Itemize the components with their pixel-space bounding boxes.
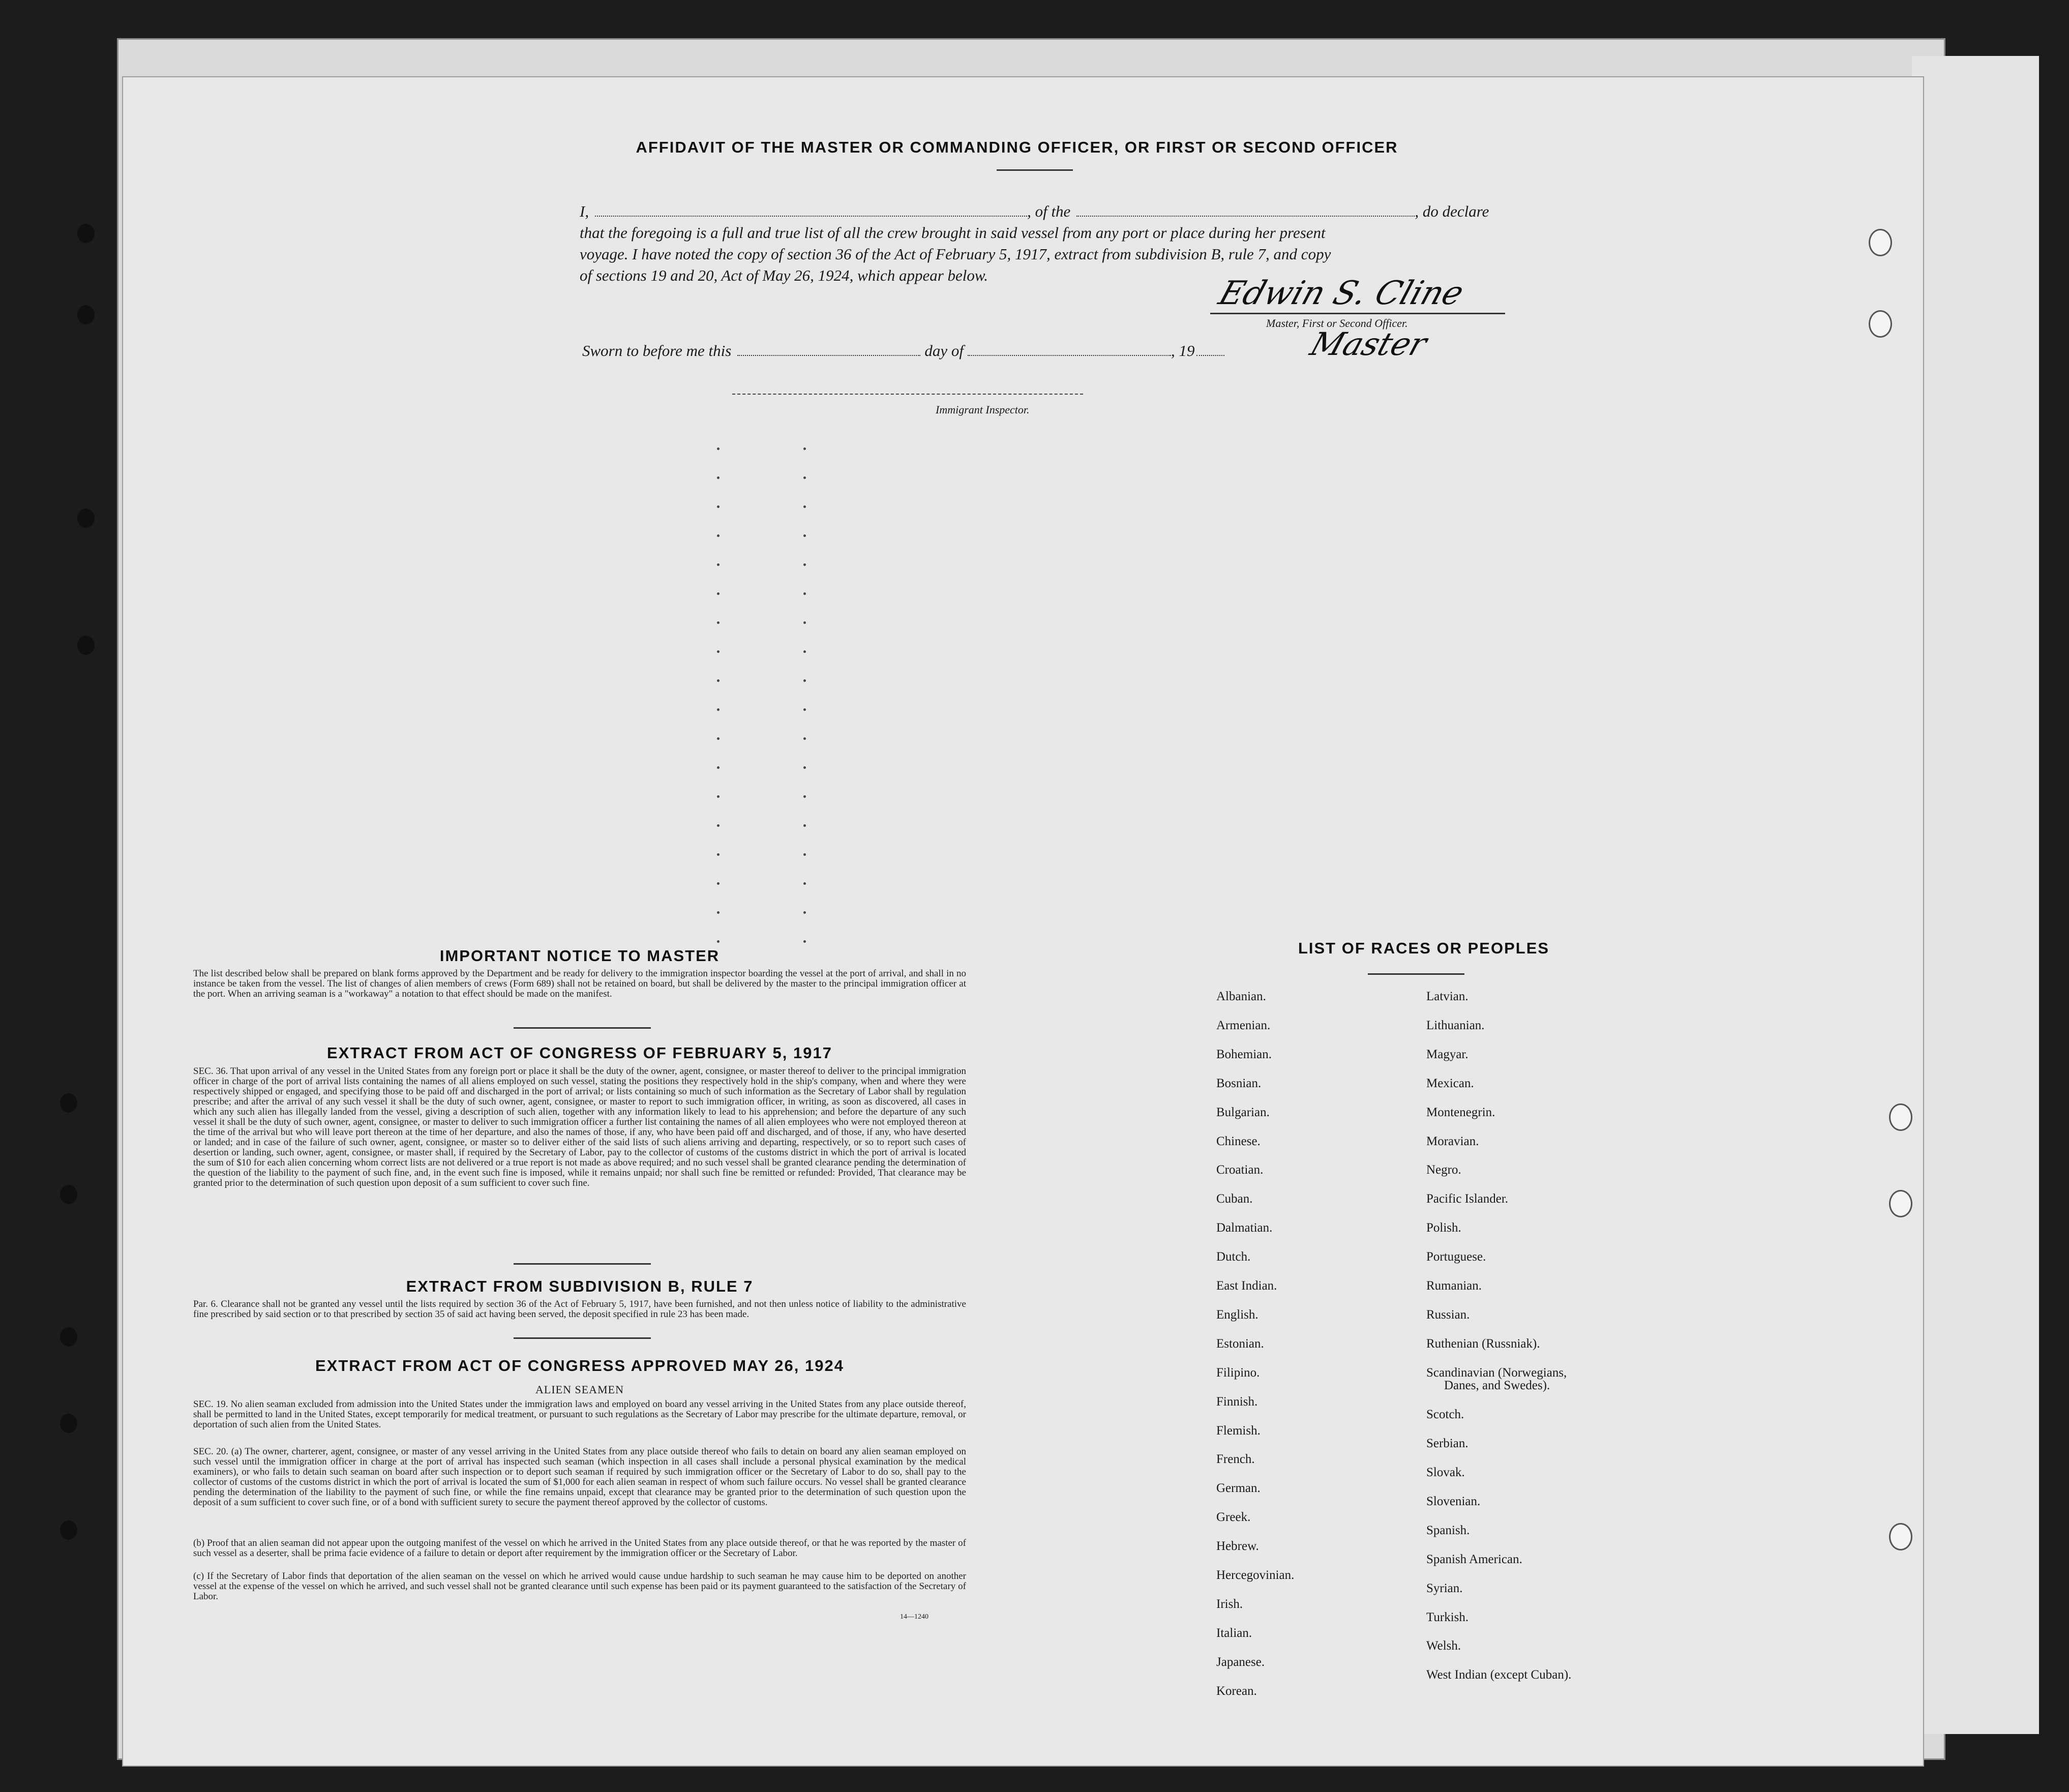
race-item: Scandinavian (Norwegians, [1426,1365,1567,1380]
faint-dot [803,882,806,885]
punch-hole [60,1414,77,1433]
sworn-year-prefix: , 19 [1171,342,1195,360]
faint-dot [717,824,719,827]
race-item: Welsh. [1426,1639,1461,1653]
punch-hole [1889,1523,1912,1550]
signature-line [1210,313,1505,314]
race-item: Chinese. [1216,1134,1261,1148]
faint-dot [803,824,806,827]
faint-dot [717,766,719,769]
faint-dot [803,592,806,595]
race-item: Pacific Islander. [1426,1192,1509,1206]
race-item: Syrian. [1426,1581,1463,1595]
race-item: Spanish. [1426,1523,1470,1537]
faint-dot [717,621,719,624]
sworn-month-field[interactable] [968,355,1171,356]
sworn-line [582,342,1224,360]
race-item: West Indian (except Cuban). [1426,1668,1572,1682]
race-item: Dutch. [1216,1250,1251,1264]
race-item: Serbian. [1426,1437,1468,1451]
rule7-body: Par. 6. Clearance shall not be granted any vessel until the lists required by section 36 of the Act of February 5, 1917, have been furnished, and not then unless notice of liability to the administrative fine prescribed by said section or to that prescribed by section 35 of said act having been served, the deposit specified in rule 23 has been made. [193,1299,966,1320]
divider [514,1263,651,1265]
faint-dot [803,650,806,653]
race-item: Italian. [1216,1626,1252,1640]
master-handwritten: Master [1306,325,1432,363]
faint-dot [717,853,719,856]
race-item: German. [1216,1481,1261,1496]
divider [514,1337,651,1339]
faint-dot [717,447,719,450]
affidavit-line3: voyage. I have noted the copy of section 36 of the Act of February 5, 1917, extract from subdivision B, rule 7, and copy [580,245,1331,263]
race-item: Bosnian. [1216,1076,1262,1090]
race-item: Bohemian. [1216,1047,1272,1061]
extract-1924-sec20b: (b) Proof that an alien seaman did not appear upon the outgoing manifest of the vessel on which he arrived in the United States from any place outside thereof, or that he was reported by the master of such vessel as a deserter, shall be prima facie evidence of a failure to detain or deport after requirement by the immigration officer or the Secretary of Labor. [193,1538,966,1559]
form-number: 14—1240 [900,1613,928,1621]
notice-body: The list described below shall be prepared on blank forms approved by the Department and be ready for delivery to the immigration inspector boarding the vessel at the port of arrival, and shall in no instance be taken from the vessel. The list of changes of alien members of crews (Form 689) shall not be retained on board, but shall be delivered by the master to the principal immigration officer at the port. When an arriving seaman is a "workaway" a notation to that effect should be made on the manifest. [193,968,966,999]
faint-dot [803,447,806,450]
faint-dot [803,476,806,479]
faint-dot [717,679,719,682]
race-item: Scotch. [1426,1408,1464,1422]
race-item: Rumanian. [1426,1279,1482,1293]
punch-hole [1889,1190,1912,1217]
punch-hole [77,224,95,243]
master-signature: Edwin S. Cline [1214,275,1468,312]
race-item: Armenian. [1216,1018,1271,1032]
faint-dot [803,795,806,798]
race-item-continued: Danes, and Swedes). [1444,1379,1550,1393]
faint-dot [803,853,806,856]
faint-dot [803,911,806,914]
race-item: Filipino. [1216,1365,1260,1380]
punch-hole [1869,310,1892,338]
faint-dot [717,911,719,914]
race-item: Cuban. [1216,1192,1253,1206]
race-item: Mexican. [1426,1076,1474,1090]
race-item: Irish. [1216,1597,1243,1611]
affidavit-line4: of sections 19 and 20, Act of May 26, 1924, which appear below. [580,266,988,284]
extract-1917-body: SEC. 36. That upon arrival of any vessel in the United States from any foreign port or place it shall be the duty of the owner, agent, consignee, or master thereof to deliver to the principal immigration officer in charge of the port of arrival lists containing the names of all aliens employed on such vessel, stating the positions they respectively hold in the ship's company, when and where they were respectively shipped or engaged, and specifying those to be paid off and discharged in the port of arrival; or lists containing so much of such information as the Secretary of Labor shall by regulation prescribe; and after the arrival of any such vessel it shall be the duty of such owner, agent, consignee, or master to report to such immigration officer, in writing, as soon as discovered, all cases in which any such alien has illegally landed from the vessel, giving a description of such alien, together with any information likely to lead to his apprehension; and before the departure of any such vessel it shall be the duty of such owner, agent, consignee, or master to deliver to such immigration officer a further list containing the names of all alien employees who were not employed thereon at the time of the arrival but who will leave port thereon at the time of her departure, and also the names of those, if any, who have been paid off and discharged, and of those, if any, who have deserted or landed; and in case of the failure of such owner, agent, consignee, or master so to deliver either of the said lists of such aliens arriving and departing, respectively, or so to report such cases of desertion or landing, such owner, agent, consignee, or master shall, if required by the Secretary of Labor, pay to the collector of customs of the customs district in which the port of arrival is located the sum of $10 for each alien concerning whom correct lists are not delivered or a true report is not made as above required; and no such vessel shall be granted clearance pending the determination of the question of the liability to the payment of such fine, and, in the event such fine is imposed, while it remains unpaid; nor shall such fine be remitted or refunded: Provided, That clearance may be granted prior to the determination of such question upon deposit of a sum sufficient to cover such fine. [193,1066,966,1188]
race-item: Japanese. [1216,1655,1265,1669]
affidavit-line1-start: I, [580,202,589,220]
affidavit-text [580,201,1531,286]
inspector-signature-line [732,394,1083,396]
extract-1924-title: EXTRACT FROM ACT OF CONGRESS APPROVED MAY 26, 1924 [315,1357,844,1375]
faint-dot [717,940,719,943]
faint-dot [717,534,719,537]
punch-hole [1889,1103,1912,1131]
race-item: Latvian. [1426,990,1468,1003]
extract-1924-sec20c: (c) If the Secretary of Labor finds that deportation of the alien seaman on the vessel on which he arrived would cause undue hardship to such seaman he may cause him to be deported on another vessel at the expense of the vessel on which he arrived, and such vessel shall not be granted clearance until such expense has been paid or its payment guaranteed to the satisfaction of the Secretary of Labor. [193,1571,966,1602]
faint-dot [717,563,719,566]
race-item: Korean. [1216,1684,1257,1698]
punch-hole [77,636,95,655]
punch-hole [60,1093,77,1113]
race-item: English. [1216,1307,1258,1322]
faint-dot [717,708,719,711]
race-item: Slovenian. [1426,1494,1481,1508]
race-item: Croatian. [1216,1163,1264,1177]
punch-hole [1869,229,1892,256]
faint-dot [803,621,806,624]
punch-hole [60,1520,77,1540]
race-item: Slovak. [1426,1466,1465,1479]
race-item: Greek. [1216,1510,1251,1525]
race-item: Albanian. [1216,990,1266,1003]
faint-dot [717,737,719,740]
sworn-year-field[interactable] [1196,355,1224,356]
race-item: Negro. [1426,1163,1461,1177]
faint-dot [803,679,806,682]
race-item: Ruthenian (Russniak). [1426,1336,1540,1351]
faint-dot [717,476,719,479]
name-field[interactable] [595,216,1027,217]
race-item: Magyar. [1426,1047,1468,1061]
extract-1917-title: EXTRACT FROM ACT OF CONGRESS OF FEBRUARY 5, 1917 [327,1044,832,1062]
punch-hole [77,305,95,324]
race-item: Hercegovinian. [1216,1568,1295,1582]
faint-dot [717,650,719,653]
race-item: Bulgarian. [1216,1105,1270,1119]
sworn-text: Sworn to before me this [582,342,732,360]
divider [1368,973,1464,975]
divider [997,169,1073,171]
races-title: LIST OF RACES OR PEOPLES [1298,939,1550,957]
faint-dot [717,505,719,508]
race-item: East Indian. [1216,1279,1277,1293]
sworn-day-of: day of [924,342,964,360]
signer-caption: Master, First or Second Officer. [1266,317,1408,330]
manifest-page [122,76,1924,1767]
faint-dot [803,708,806,711]
race-item: Estonian. [1216,1336,1264,1351]
faint-dot [803,563,806,566]
punch-hole [60,1185,77,1204]
race-item: Finnish. [1216,1394,1258,1409]
faint-dot [717,882,719,885]
faint-dot [803,737,806,740]
faint-dot [803,505,806,508]
punch-hole [60,1327,77,1347]
divider [514,1027,651,1029]
race-item: Turkish. [1426,1610,1469,1624]
notice-title: IMPORTANT NOTICE TO MASTER [439,947,720,965]
faint-dot [803,766,806,769]
faint-dot [803,534,806,537]
alien-seamen-subtitle: ALIEN SEAMEN [535,1383,624,1396]
affidavit-title: AFFIDAVIT OF THE MASTER OR COMMANDING OFFICER, OR FIRST OR SECOND OFFICER [636,138,1398,156]
race-item: Portuguese. [1426,1250,1486,1264]
race-item: Montenegrin. [1426,1105,1495,1119]
race-item: Spanish American. [1426,1552,1522,1566]
extract-1924-sec19: SEC. 19. No alien seaman excluded from admission into the United States under the immigration laws and employed on board any vessel arriving in the United States from any place outside thereof, shall be permitted to land in the United States, except temporarily for medical treatment, or pursuant to such regulations as the Secretary of Labor may prescribe for the ultimate departure, removal, or deportation of such alien from the United States. [193,1399,966,1430]
affidavit-line2: that the foregoing is a full and true list of all the crew brought in said vessel from any port or place during her present [580,224,1326,242]
race-item: Lithuanian. [1426,1018,1485,1032]
back-sheet-edge [1912,56,2039,1734]
inspector-caption: Immigrant Inspector. [936,403,1030,416]
race-item: Polish. [1426,1221,1461,1235]
race-item: French. [1216,1452,1255,1467]
faint-dot [717,795,719,798]
race-item: Russian. [1426,1307,1470,1322]
faint-dot [717,592,719,595]
extract-1924-sec20a: SEC. 20. (a) The owner, charterer, agent, consignee, or master of any vessel arriving in the United States from any place outside thereof who fails to detain on board any alien seaman employed on such vessel until the immigration officer in charge at the port of arrival has inspected such seaman (which inspection in all cases shall include a personal physical examination by the medical examiners), or who fails to detain such seaman on board after such inspection or to deport such seaman if required by such immigration officer or the Secretary of Labor to do so, shall pay to the collector of customs of the customs district in which the port of arrival is located the sum of $1,000 for each alien seaman in respect of whom such failure occurs. No vessel shall be granted clearance pending the determination of the liability to the payment of such fine, or while the fine remains unpaid, except that clearance may be granted prior to the determination of such question upon the deposit of a sum sufficient to cover such fine, or of a bond with sufficient surety to secure the payment thereof approved by the collector of customs. [193,1446,966,1508]
affidavit-line1-middle: , of the [1027,202,1071,220]
race-item: Moravian. [1426,1134,1479,1148]
punch-hole [77,509,95,528]
race-item: Dalmatian. [1216,1221,1273,1235]
vessel-field[interactable] [1076,216,1415,217]
sworn-day-field[interactable] [737,355,920,356]
race-item: Flemish. [1216,1423,1261,1438]
race-item: Hebrew. [1216,1539,1259,1554]
affidavit-line1-end: , do declare [1415,202,1489,220]
rule7-title: EXTRACT FROM SUBDIVISION B, RULE 7 [406,1277,754,1295]
faint-dot [803,940,806,943]
